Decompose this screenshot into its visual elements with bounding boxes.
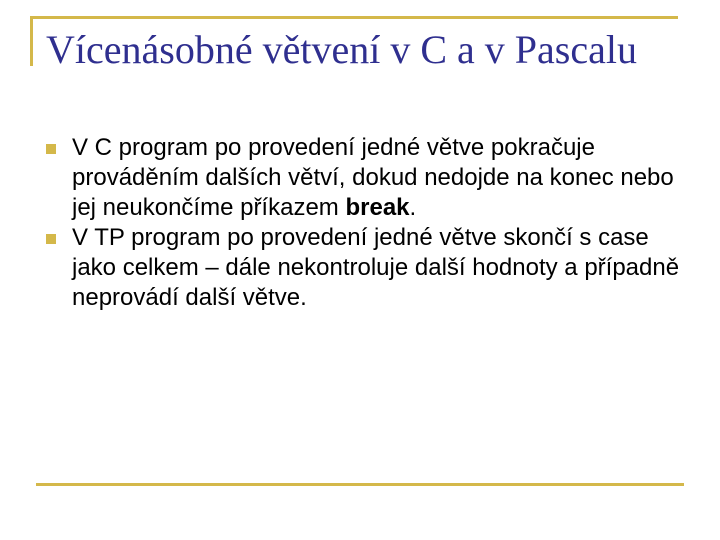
bullet-text-1 [72, 133, 686, 223]
square-bullet-icon [46, 234, 56, 244]
bullet-text-1-end: . [409, 194, 417, 221]
bullet-text-2: V TP program po provedení jedné větve skončí s case jako celkem – dále nekontroluje další hodnoty a případně neprovádí další větve. [72, 224, 680, 311]
frame-bottom-line [36, 483, 684, 486]
bullet-list [46, 133, 686, 313]
slide-title: Vícenásobné větvení v C a v Pascalu [46, 27, 637, 72]
frame-left-line [30, 16, 33, 66]
keyword-break: break [345, 194, 410, 221]
frame-top-line [30, 16, 678, 19]
bullet-text-1-start: V C program po provedení jedné větve pokračuje prováděním dalších větví, dokud nedojde na konec nebo jej neukončíme příkazem [72, 134, 674, 221]
bullet-item-2 [46, 223, 686, 313]
bullet-item-1 [46, 133, 686, 223]
square-bullet-icon [46, 144, 56, 154]
